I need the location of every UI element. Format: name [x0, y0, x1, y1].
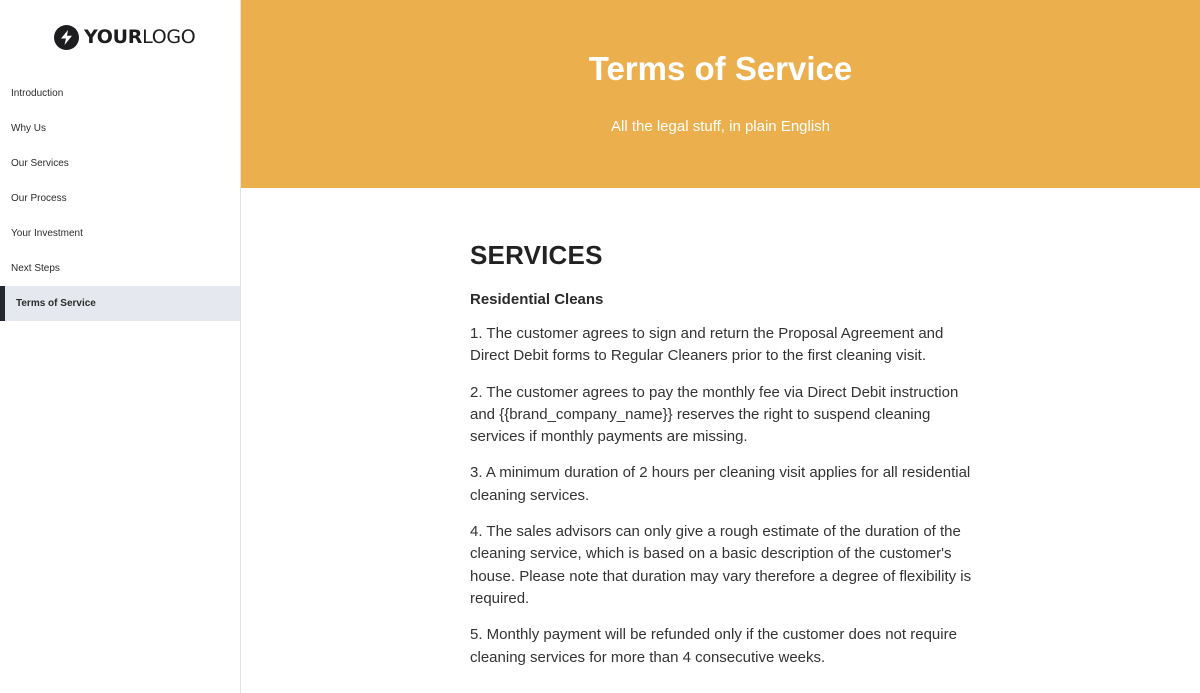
logo-text: YOURLOGO — [84, 26, 196, 48]
lightning-icon — [54, 25, 79, 50]
sidebar-item-our-process[interactable]: Our Process — [11, 193, 67, 204]
sidebar-item-terms-of-service[interactable]: Terms of Service — [0, 286, 240, 321]
sidebar-item-your-investment[interactable]: Your Investment — [11, 228, 83, 239]
sub-heading: Residential Cleans — [470, 291, 604, 308]
terms-paragraph: 1. The customer agrees to sign and return the Proposal Agreement and Direct Debit forms to Regular Cleaners prior to the first cleaning visit. — [470, 325, 944, 365]
logo[interactable] — [54, 24, 195, 50]
terms-paragraph: 4. The sales advisors can only give a rough estimate of the duration of the cleaning service, which is based on a basic description of the customer's house. Please note that duration may vary therefore a degree of flexibility is required. — [470, 523, 972, 607]
terms-paragraph: 2. The customer agrees to pay the monthly fee via Direct Debit instruction and {{brand_company_name}} reserves the right to suspend cleaning services if monthly payments are missing. — [470, 383, 959, 446]
sidebar-item-introduction[interactable]: Introduction — [11, 88, 64, 99]
page-subtitle: All the legal stuff, in plain English — [610, 118, 831, 135]
hero-banner — [241, 0, 1200, 188]
sidebar-nav — [0, 76, 240, 321]
sidebar — [0, 0, 241, 693]
section-heading: SERVICES — [470, 240, 603, 270]
terms-paragraph: 3. A minimum duration of 2 hours per cleaning visit applies for all residential cleaning services. — [470, 464, 971, 504]
sidebar-item-our-services[interactable]: Our Services — [11, 158, 69, 169]
sidebar-item-next-steps[interactable]: Next Steps — [11, 263, 60, 274]
page-title: Terms of Service — [588, 50, 853, 87]
terms-paragraph: 5. Monthly payment will be refunded only if the customer does not require cleaning services for more than 4 consecutive weeks. — [470, 626, 957, 666]
main-content — [470, 240, 975, 683]
sidebar-item-why-us[interactable]: Why Us — [11, 123, 46, 134]
